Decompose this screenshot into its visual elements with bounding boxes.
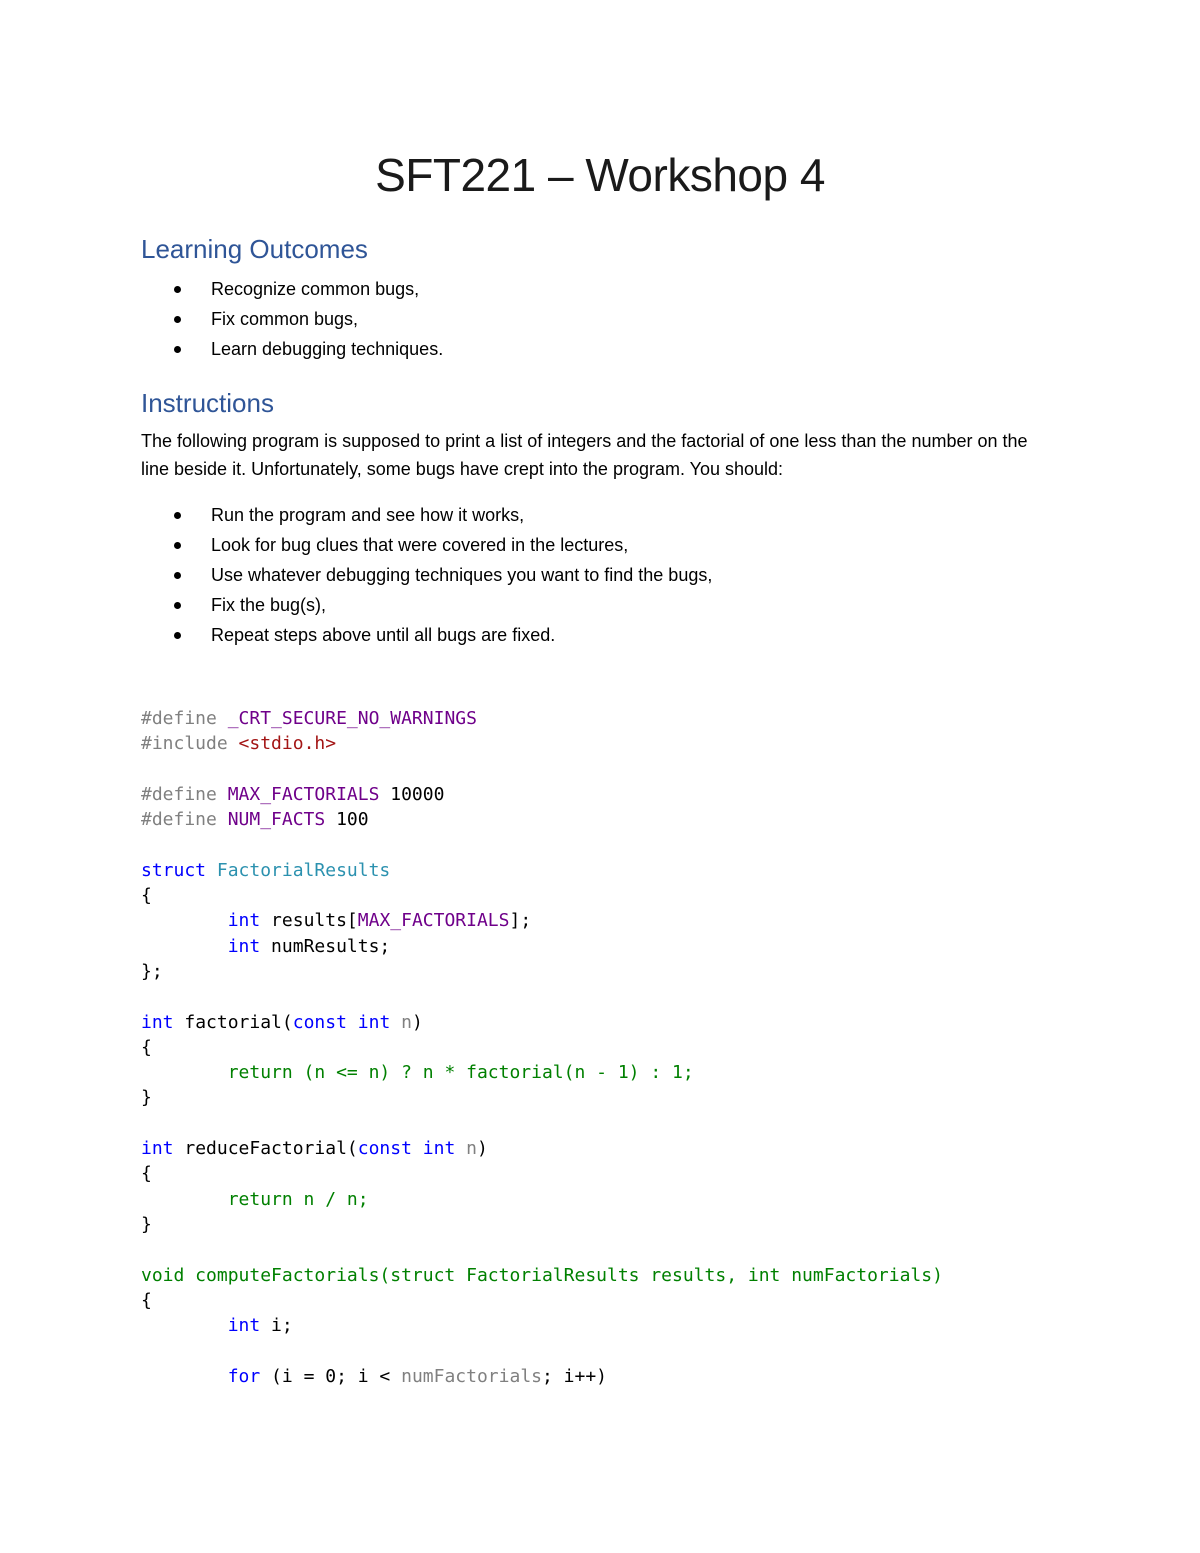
code-token: void computeFactorials(struct FactorialResults results, int numFactorials)	[141, 1264, 943, 1286]
code-token: factorial(	[173, 1011, 293, 1033]
code-token: <stdio.h>	[238, 733, 337, 755]
instructions-list	[141, 500, 712, 650]
code-line	[141, 1161, 1141, 1186]
code-token: #define	[141, 783, 228, 805]
code-token	[141, 910, 228, 931]
code-line	[141, 1237, 1141, 1262]
list-item: Run the program and see how it works,	[141, 500, 712, 530]
code-line	[141, 731, 1141, 756]
code-token	[412, 1138, 423, 1159]
code-token: n	[401, 1011, 412, 1033]
code-line	[141, 1364, 1141, 1389]
bullet-icon	[174, 602, 181, 609]
instructions-heading: Instructions	[141, 388, 274, 418]
bullet-icon	[174, 572, 181, 579]
code-line	[141, 807, 1141, 832]
bullet-icon	[174, 632, 181, 639]
list-item: Repeat steps above until all bugs are fixed.	[141, 620, 712, 650]
code-token: _CRT_SECURE_NO_WARNINGS	[227, 708, 477, 729]
code-token: {	[141, 885, 152, 907]
code-token: {	[141, 1036, 152, 1058]
code-token: int	[141, 1011, 174, 1033]
code-line	[141, 883, 1141, 908]
code-line	[141, 1338, 1141, 1363]
code-line	[141, 858, 1141, 883]
code-token	[141, 936, 228, 957]
code-token	[141, 1366, 228, 1387]
code-token: int	[227, 1315, 261, 1337]
code-token	[141, 1315, 228, 1336]
instructions-paragraph: The following program is supposed to print a list of integers and the factorial of one less than the number on the line beside it. Unfortunately, some bugs have crept into the program. You should:	[141, 431, 1028, 479]
code-line	[141, 706, 1141, 731]
code-token: int	[422, 1138, 456, 1160]
code-line	[141, 1085, 1141, 1110]
code-line	[141, 1111, 1141, 1136]
code-token: 100	[325, 809, 369, 831]
bullet-icon	[174, 542, 181, 549]
code-token: return (n <= n) ? n * factorial(n - 1) : 1;	[227, 1062, 694, 1084]
code-line	[141, 782, 1141, 807]
code-line	[141, 1010, 1141, 1035]
code-token: #define	[141, 708, 228, 729]
code-token: int	[357, 1011, 391, 1033]
code-token: for	[227, 1365, 261, 1387]
learning-outcomes-list	[141, 274, 443, 364]
code-token: NUM_FACTS	[227, 809, 326, 831]
code-token: const	[357, 1138, 412, 1160]
list-item: Recognize common bugs,	[141, 274, 443, 304]
bullet-icon	[174, 512, 181, 519]
code-token: FactorialResults	[216, 859, 391, 881]
code-line	[141, 1035, 1141, 1060]
code-line	[141, 1136, 1141, 1161]
code-line	[141, 1313, 1141, 1338]
page-title: SFT221 – Workshop 4	[375, 149, 825, 201]
code-token: ];	[509, 910, 532, 932]
list-item: Learn debugging techniques.	[141, 334, 443, 364]
code-token: {	[141, 1289, 152, 1311]
code-token: return n / n;	[227, 1188, 369, 1210]
code-token: MAX_FACTORIALS	[357, 910, 510, 932]
code-token: i;	[260, 1315, 293, 1337]
code-token	[390, 1012, 401, 1033]
list-item: Look for bug clues that were covered in the lectures,	[141, 530, 712, 560]
code-line	[141, 1288, 1141, 1313]
code-block	[141, 706, 1141, 1389]
code-token: MAX_FACTORIALS	[227, 783, 380, 805]
code-token: const	[292, 1011, 347, 1033]
code-line	[141, 1212, 1141, 1237]
code-token: int	[227, 910, 261, 932]
code-line	[141, 1060, 1141, 1085]
code-line	[141, 959, 1141, 984]
code-line	[141, 1263, 1141, 1288]
code-token: int	[227, 935, 261, 957]
code-token: }	[141, 1213, 152, 1235]
code-token: (i = 0; i <	[260, 1365, 402, 1387]
code-line	[141, 934, 1141, 959]
code-token: numFactorials	[401, 1365, 542, 1387]
code-token: )	[411, 1011, 423, 1033]
bullet-icon	[174, 316, 181, 323]
code-token	[141, 1189, 228, 1210]
list-item: Use whatever debugging techniques you want to find the bugs,	[141, 560, 712, 590]
code-line	[141, 984, 1141, 1009]
code-line	[141, 1187, 1141, 1212]
code-token: }	[141, 1087, 152, 1109]
code-token: };	[141, 960, 163, 982]
code-token: n	[466, 1138, 477, 1160]
code-token: {	[141, 1163, 152, 1185]
list-item: Fix common bugs,	[141, 304, 443, 334]
learning-outcomes-heading: Learning Outcomes	[141, 234, 368, 264]
code-token: numResults;	[260, 935, 391, 957]
code-token	[455, 1138, 466, 1159]
code-token	[141, 1062, 228, 1083]
code-token: int	[141, 1138, 174, 1160]
code-token: struct	[141, 859, 217, 881]
code-token: reduceFactorial(	[173, 1138, 358, 1160]
code-line	[141, 832, 1141, 857]
code-line	[141, 757, 1141, 782]
code-token: 10000	[379, 783, 445, 805]
code-token: ; i++)	[542, 1365, 608, 1387]
bullet-icon	[174, 346, 181, 353]
code-token: #define	[141, 809, 228, 831]
code-token: )	[476, 1138, 488, 1160]
code-line	[141, 908, 1141, 933]
list-item: Fix the bug(s),	[141, 590, 712, 620]
code-token: results[	[260, 910, 358, 932]
code-token	[347, 1012, 358, 1033]
code-token: #include	[141, 733, 239, 755]
bullet-icon	[174, 286, 181, 293]
